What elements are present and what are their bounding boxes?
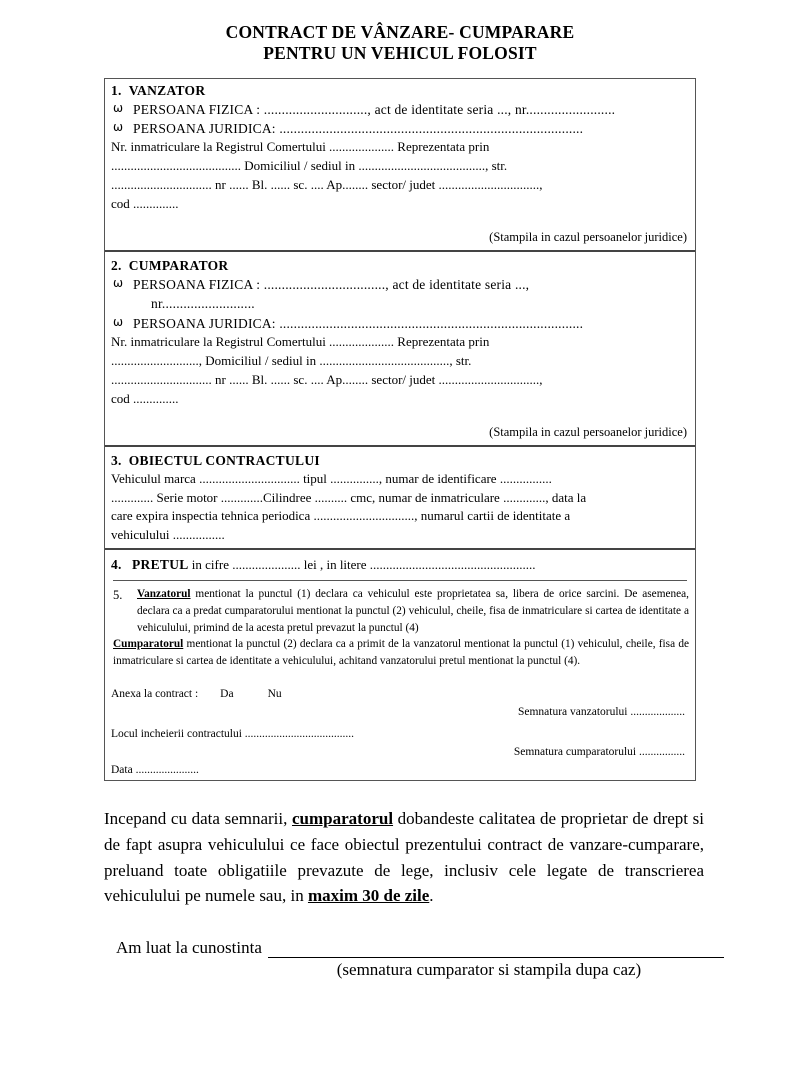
omega-bullet-icon: ω xyxy=(113,314,124,329)
pret-row xyxy=(111,555,689,575)
title-line-1: CONTRACT DE VÂNZARE- CUMPARARE xyxy=(225,22,575,42)
cumparator-line-4: cod .............. xyxy=(111,390,179,406)
semnatura-vanzatorului: Semnatura vanzatorului ................... xyxy=(517,706,685,719)
clause-vanzator-text: mentionat la punctul (1) declara ca vehiculul este proprietatea sa, libera de orice sarcini. De asemenea, declara ca a predat cumparatorului mentionat la punctul (2) vehiculul, cheile, fisa de inmatriculare si cartea de identitate a vehiculului, primind de la acesta pretul prevazut la punctul (4) xyxy=(137,587,689,634)
cumparator-persoana-juridica-row xyxy=(111,314,689,333)
anexa-option-nu[interactable]: Nu xyxy=(267,688,282,701)
anexa-option-da[interactable]: Da xyxy=(220,688,234,701)
obiect-line-4: vehiculului ................ xyxy=(111,527,225,543)
section-3-number: 3. xyxy=(111,452,122,468)
section-5-number: 5. xyxy=(113,587,123,602)
cumparator-persoana-fizica-text: PERSOANA FIZICA : .................................., act de identitate seria ..., xyxy=(133,277,530,293)
closing-emphasis-termen: maxim 30 de zile xyxy=(307,886,430,906)
vanzator-stamp-note: (Stampila in cazul persoanelor juridice) xyxy=(489,230,687,245)
section-4-number: 4. xyxy=(111,557,122,573)
pret-divider xyxy=(113,580,687,581)
cumparator-persoana-juridica-text: PERSOANA JURIDICA: ..................................................................................... xyxy=(133,315,584,331)
vanzator-persoana-juridica-text: PERSOANA JURIDICA: ..................................................................................... xyxy=(133,121,584,137)
section-4-title: PRETUL xyxy=(131,557,189,573)
vanzator-line-3: ............................... nr ...... Bl. ...... sc. .... Ap........ sector/ judet ..............................., xyxy=(111,177,543,193)
obiect-line-1: Vehiculul marca ............................... tipul ..............., numar de identificare ................ xyxy=(111,470,552,486)
section-3-heading xyxy=(111,453,689,469)
section-2-number: 2. xyxy=(111,258,122,274)
cumparator-stamp-note: (Stampila in cazul persoanelor juridice) xyxy=(489,424,687,439)
locul-incheierii: Locul incheierii contractului ...................................... xyxy=(111,728,355,741)
section-1-number: 1. xyxy=(111,83,122,98)
clause-vanzator-label: Vanzatorul xyxy=(137,587,191,600)
signature-line[interactable] xyxy=(268,939,724,958)
cumparator-persoana-fizica-row xyxy=(111,275,689,294)
vanzator-line-1: Nr. inmatriculare la Registrul Comertului .................... Reprezentata prin xyxy=(111,139,490,155)
acknowledgement-label: Am luat la cunostinta xyxy=(116,938,262,957)
cumparator-persoana-fizica-cont xyxy=(111,294,689,313)
omega-bullet-icon: ω xyxy=(113,120,124,135)
anexa-label: Anexa la contract : xyxy=(111,688,199,701)
vanzator-persoana-juridica-row xyxy=(111,119,689,138)
section-divider xyxy=(105,250,695,252)
semnatura-cumparatorului: Semnatura cumparatorului ................ xyxy=(513,746,685,759)
clause-cumparator xyxy=(111,636,689,670)
vanzator-persoana-fizica-text: PERSOANA FIZICA : ............................., act de identitate seria ..., nr......................... xyxy=(133,102,616,117)
clause-cumparator-text: mentionat la punctul (2) declara ca a primit de la vanzatorul mentionat la punctul (1) vehiculul, cheile, fisa de inmatriculare si cartea de identitate a vehiculului, achitand vanzatorului pretul mentionat la punctul (4). xyxy=(113,638,689,668)
section-2-title: CUMPARATOR xyxy=(128,258,229,274)
anexa-row xyxy=(111,688,689,700)
omega-bullet-icon: ω xyxy=(113,101,124,115)
closing-part-1: Incepand cu data semnarii, xyxy=(104,809,292,828)
vanzator-line-2: ........................................ Domiciliul / sediul in ......................................., str. xyxy=(111,158,508,174)
obiect-line-3: care expira inspectia tehnica periodica ..............................., numarul cartii de identitate a xyxy=(111,508,571,524)
omega-bullet-icon: ω xyxy=(113,276,124,291)
contract-body-box xyxy=(104,78,696,781)
cumparator-line-3: ............................... nr ...... Bl. ...... sc. .... Ap........ sector/ judet ..............................., xyxy=(111,371,543,387)
section-divider xyxy=(105,548,695,550)
clause-cumparator-label: Cumparatorul xyxy=(113,638,184,651)
section-divider xyxy=(105,445,695,447)
document-title xyxy=(0,0,800,63)
vanzator-line-4: cod .............. xyxy=(111,196,179,212)
section-pretul xyxy=(105,552,695,585)
closing-part-2: dobandeste calitatea de proprietar de drept si de fapt asupra vehiculului ce face obiectul prezentului contract de vanzare-cumparare, preluand toate obligatiile prevazute de lege, inclusiv cele legate de transcrierea vehiculului pe numele sau, in xyxy=(104,809,704,906)
section-2-heading xyxy=(111,258,689,274)
cumparator-line-2: ..........................., Domiciliul / sediul in ........................................, str. xyxy=(111,352,472,368)
closing-paragraph xyxy=(104,806,704,909)
section-cumparator xyxy=(105,254,695,443)
cumparator-nr-text: nr.......................... xyxy=(151,296,255,312)
obiect-line-2: ............. Serie motor .............Cilindree .......... cmc, numar de inmatriculare ............., data la xyxy=(111,489,587,505)
acknowledgement-row xyxy=(104,938,724,958)
closing-emphasis-cumparatorul: cumparatorul xyxy=(292,809,394,828)
data-field: Data ...................... xyxy=(111,764,199,777)
closing-part-3: . xyxy=(429,886,434,906)
vanzator-persoana-fizica-row xyxy=(111,100,689,119)
clause-vanzator xyxy=(111,586,689,637)
section-1-heading xyxy=(111,83,689,99)
acknowledgement-caption: (semnatura cumparator si stampila dupa caz) xyxy=(336,960,642,979)
cumparator-line-1: Nr. inmatriculare la Registrul Comertului .................... Reprezentata prin xyxy=(111,333,490,349)
title-line-2: PENTRU UN VEHICUL FOLOSIT xyxy=(263,42,537,63)
acknowledgement-block xyxy=(104,938,724,980)
section-declaratii xyxy=(105,586,695,781)
pret-fields: in cifre ..................... lei , in litere ................................................... xyxy=(191,557,536,573)
section-vanzator xyxy=(105,79,695,249)
section-1-title: VANZATOR xyxy=(128,83,206,98)
section-3-title: OBIECTUL CONTRACTULUI xyxy=(128,452,320,468)
section-obiectul-contractului xyxy=(105,449,695,548)
